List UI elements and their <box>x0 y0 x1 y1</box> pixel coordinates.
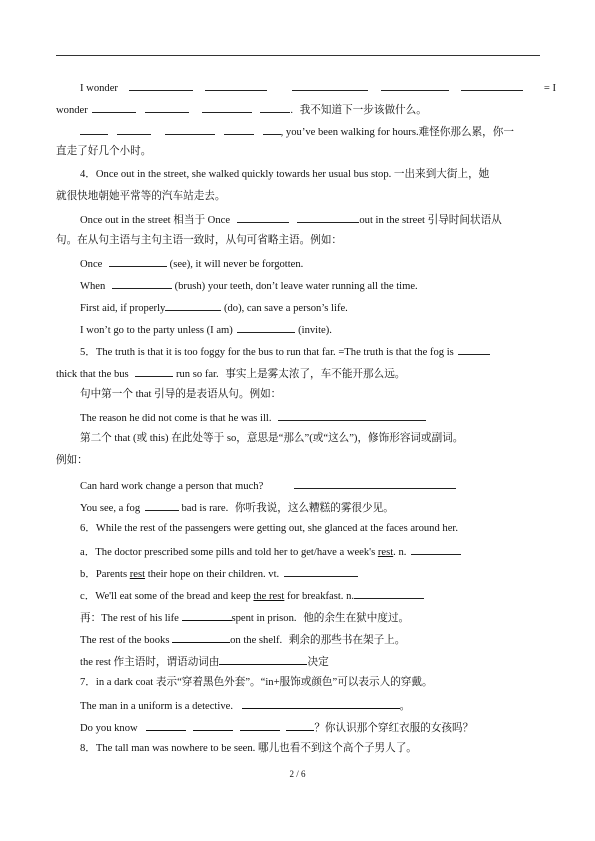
answer-blank[interactable] <box>205 80 267 91</box>
answer-blank[interactable] <box>381 80 449 91</box>
answer-blank[interactable] <box>411 544 461 555</box>
answer-blank[interactable] <box>260 102 290 113</box>
answer-blank[interactable] <box>294 478 456 489</box>
answer-blank[interactable] <box>172 632 230 643</box>
text-line: The man in a uniform is a detective. 。 <box>80 698 410 714</box>
answer-blank[interactable] <box>112 278 172 289</box>
text-line: I won’t go to the party unless (I am) (invite). <box>80 322 332 338</box>
text-line: wonder . 我不知道下一步该做什么。 <box>56 102 427 118</box>
answer-blank[interactable] <box>219 654 307 665</box>
answer-blank[interactable] <box>263 124 281 135</box>
answer-blank[interactable] <box>237 212 289 223</box>
answer-blank[interactable] <box>237 322 295 333</box>
text-line: b．Parents rest their hope on their children. vt. <box>80 566 358 582</box>
answer-blank[interactable] <box>458 344 490 355</box>
answer-blank[interactable] <box>117 124 151 135</box>
answer-blank[interactable] <box>240 720 280 731</box>
text-line: a．The doctor prescribed some pills and told her to get/have a week's rest. n. <box>80 544 461 560</box>
answer-blank[interactable] <box>297 212 359 223</box>
text-line: thick that the bus run so far. 事实上是雾太浓了，车不能开那么远。 <box>56 366 405 382</box>
text-line: The rest of the books on the shelf. 剩余的那些书在架子上。 <box>80 632 405 648</box>
text-line: 再：The rest of his life spent in prison. 他的余生在狱中度过。 <box>80 610 409 626</box>
text-line: c．We'll eat some of the bread and keep the rest for breakfast. n. <box>80 588 424 604</box>
text-line: 4．Once out in the street, she walked quickly towards her usual bus stop. 一出来到大街上，她 <box>80 169 490 180</box>
text-line: 6．While the rest of the passengers were getting out, she glanced at the faces around her. <box>80 523 459 534</box>
answer-blank[interactable] <box>461 80 523 91</box>
text-line: 5．The truth is that it is too foggy for the bus to run that far. =The truth is that the fog is <box>80 344 490 360</box>
answer-blank[interactable] <box>292 80 368 91</box>
answer-blank[interactable] <box>165 300 221 311</box>
answer-blank[interactable] <box>92 102 136 113</box>
text-line: Once out in the street 相当于 Once out in the street 引导时间状语从 <box>80 212 502 228</box>
text-line: 句中第一个 that 引导的是表语从句。例如： <box>80 389 282 400</box>
answer-blank[interactable] <box>354 588 424 599</box>
text-line: the rest 作主语时，谓语动词由 决定 <box>80 654 329 670</box>
answer-blank[interactable] <box>202 102 252 113</box>
answer-blank[interactable] <box>109 256 167 267</box>
answer-blank[interactable] <box>145 102 189 113</box>
text-line: I wonder = I <box>80 80 556 96</box>
answer-blank[interactable] <box>80 124 108 135</box>
answer-blank[interactable] <box>146 720 186 731</box>
answer-blank[interactable] <box>129 80 193 91</box>
text-line: You see, a fog bad is rare. 你听我说，这么糟糕的雾很少见。 <box>80 500 394 516</box>
text-line: 第二个 that (或 this) 在此处等于 so，意思是“那么”(或“这么”)，修饰形容词或副词。 <box>80 433 464 444</box>
answer-blank[interactable] <box>278 410 426 421</box>
answer-blank[interactable] <box>286 720 314 731</box>
answer-blank[interactable] <box>165 124 215 135</box>
answer-blank[interactable] <box>193 720 233 731</box>
answer-blank[interactable] <box>182 610 232 621</box>
text-line: First aid, if properly (do), can save a person’s life. <box>80 300 348 316</box>
answer-blank[interactable] <box>284 566 358 577</box>
text-line: Can hard work change a person that much? <box>80 478 456 494</box>
answer-blank[interactable] <box>135 366 173 377</box>
text-line: When (brush) your teeth, don’t leave water running all the time. <box>80 278 418 294</box>
text-line: 7．in a dark coat 表示“穿着黑色外套”。“in+服饰或颜色”可以表示人的穿戴。 <box>80 677 433 688</box>
answer-blank[interactable] <box>242 698 400 709</box>
text-line: 句。在从句主语与主句主语一致时，从句可省略主语。例如： <box>56 235 343 246</box>
text-line: 8．The tall man was nowhere to be seen. 哪儿也看不到这个高个子男人了。 <box>80 743 417 754</box>
text-line: 就很快地朝她平常等的汽车站走去。 <box>56 191 226 202</box>
answer-blank[interactable] <box>224 124 254 135</box>
text-line: Do you know ？你认识那个穿红衣服的女孩吗？ <box>80 720 473 736</box>
header-rule <box>56 55 540 56</box>
text-line: Once (see), it will never be forgotten. <box>80 256 303 272</box>
page-number: 2 / 6 <box>289 769 306 779</box>
text-line: The reason he did not come is that he was ill. <box>80 410 426 426</box>
answer-blank[interactable] <box>145 500 179 511</box>
text-line: , you’ve been walking for hours.难怪你那么累，你一 <box>80 124 514 140</box>
text-line: 直走了好几个小时。 <box>56 146 152 157</box>
text-line: 例如： <box>56 455 88 466</box>
